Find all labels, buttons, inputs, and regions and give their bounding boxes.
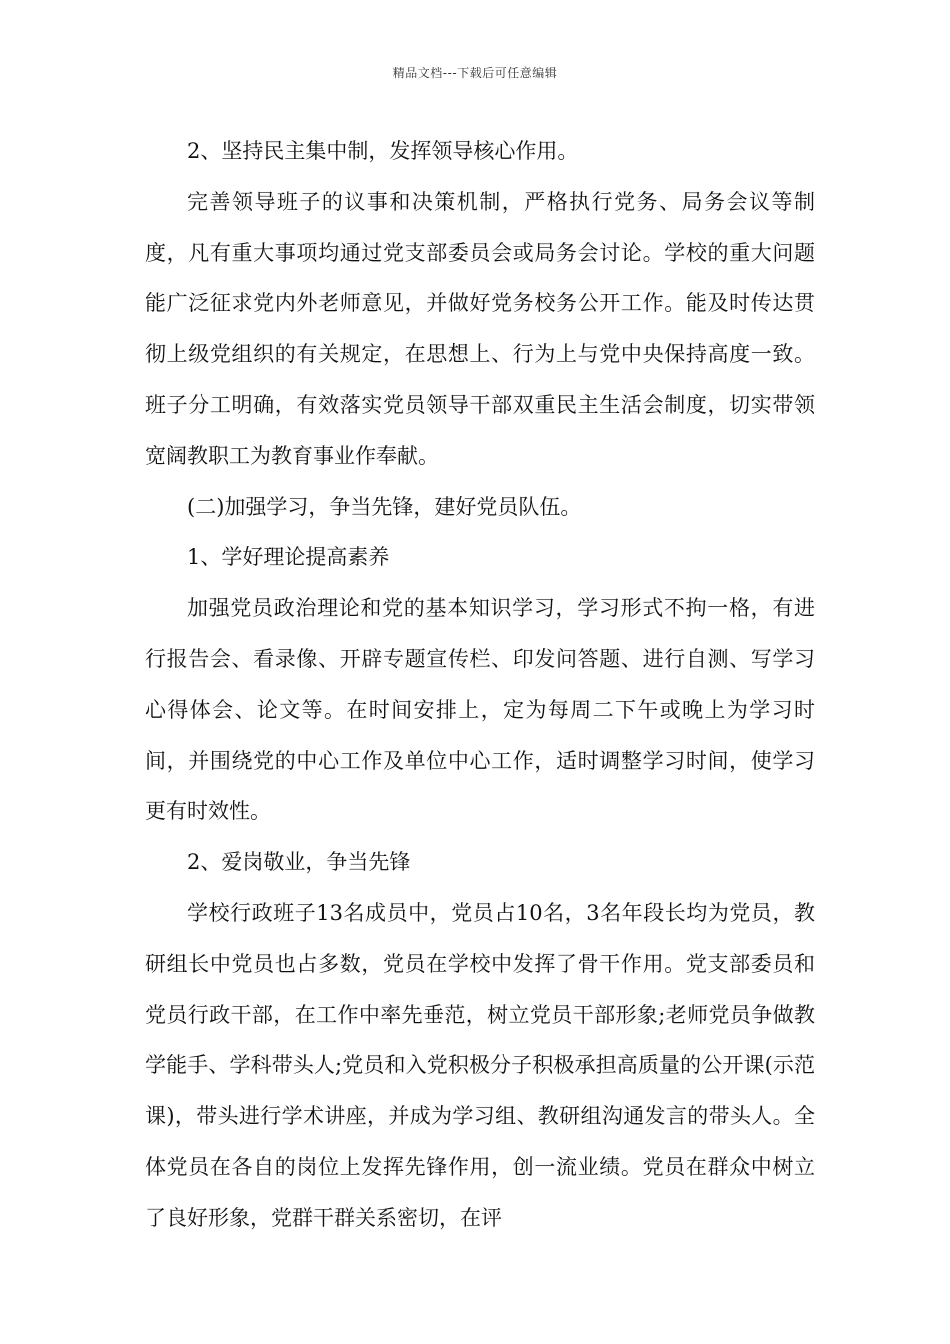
paragraph-study-forms: 加强党员政治理论和党的基本知识学习，学习形式不拘一格，有进行报告会、看录像、开辟专题宣传栏、印发问答题、进行自测、写学习心得体会、论文等。在时间安排上，定为每周二下午或晚上为学习时间，并围绕党的中心工作及单位中心工作，适时调整学习时间，使学习更有时效性。 — [145, 596, 815, 824]
page-header: 精品文档---下载后可任意编辑 — [392, 66, 558, 80]
paragraph-leadership-mechanism: 完善领导班子的议事和决策机制，严格执行党务、局务会议等制度，凡有重大事项均通过党支部委员会或局务会讨论。学校的重大问题能广泛征求党内外老师意见，并做好党务校务公开工作。能及时传达贯彻上级党组织的有关规定，在思想上、行为上与党中央保持高度一致。班子分工明确，有效落实党员领导干部双重民主生活会制度，切实带领宽阔教职工为教育事业作奉献。 — [145, 189, 815, 468]
paragraph-heading-2-dedication: 2、爱岗敬业，争当先锋 — [187, 850, 411, 875]
paragraph-heading-1-theory: 1、学好理论提高素养 — [187, 545, 390, 570]
document-body — [145, 126, 815, 1244]
paragraph-party-members: 学校行政班子13名成员中，党员占10名，3名年段长均为党员，教研组长中党员也占多数，党员在学校中发挥了骨干作用。党支部委员和党员行政干部，在工作中率先垂范，树立党员干部形象;老师党员争做教学能手、学科带头人;党员和入党积极分子积极承担高质量的公开课(示范课)，带头进行学术讲座，并成为学习组、教研组沟通发言的带头人。全体党员在各自的岗位上发挥先锋作用，创一流业绩。党员在群众中树立了良好形象，党群干群关系密切，在评 — [145, 900, 815, 1230]
paragraph-section-heading-2: (二)加强学习，争当先锋，建好党员队伍。 — [187, 494, 582, 519]
paragraph-heading-2-democratic-centralism: 2、坚持民主集中制，发挥领导核心作用。 — [187, 139, 579, 163]
